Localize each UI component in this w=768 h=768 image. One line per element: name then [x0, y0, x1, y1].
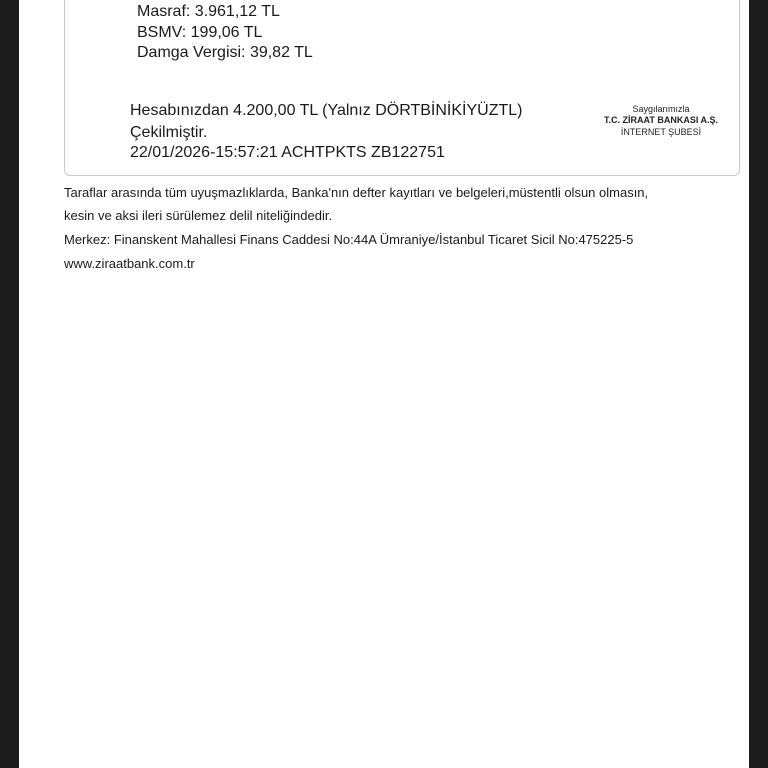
receipt-page [19, 0, 749, 768]
signature-branch: İNTERNET ŞUBESİ [620, 127, 702, 137]
masraf-line: Masraf: 3.961,12 TL [137, 3, 280, 20]
bsmv-line: BSMV: 199,06 TL [137, 24, 263, 41]
receipt-box [64, 0, 740, 176]
signature-greeting: Saygılarımızla [632, 104, 690, 114]
legal-notice-line1: Taraflar arasında tüm uyuşmazlıklarda, Banka'nın defter kayıtları ve belgeleri,müstentli olsun olmasın, [64, 185, 649, 200]
headquarters-address: Merkez: Finanskent Mahallesi Finans Caddesi No:44A Ümraniye/İstanbul Ticaret Sicil No:475225-5 [64, 232, 634, 247]
transaction-reference: 22/01/2026-15:57:21 ACHTPKTS ZB122751 [130, 144, 445, 161]
legal-notice-line2: kesin ve aksi ileri sürülemez delil niteliğindedir. [64, 208, 333, 223]
withdrawal-amount-line: Hesabınızdan 4.200,00 TL (Yalnız DÖRTBİNİKİYÜZTL) [130, 102, 523, 119]
damga-vergisi-line: Damga Vergisi: 39,82 TL [137, 44, 313, 61]
withdrawal-status-line: Çekilmiştir. [130, 124, 208, 141]
signature-bank-name: T.C. ZİRAAT BANKASI A.Ş. [604, 115, 718, 125]
bank-website-link[interactable]: www.ziraatbank.com.tr [64, 256, 195, 271]
